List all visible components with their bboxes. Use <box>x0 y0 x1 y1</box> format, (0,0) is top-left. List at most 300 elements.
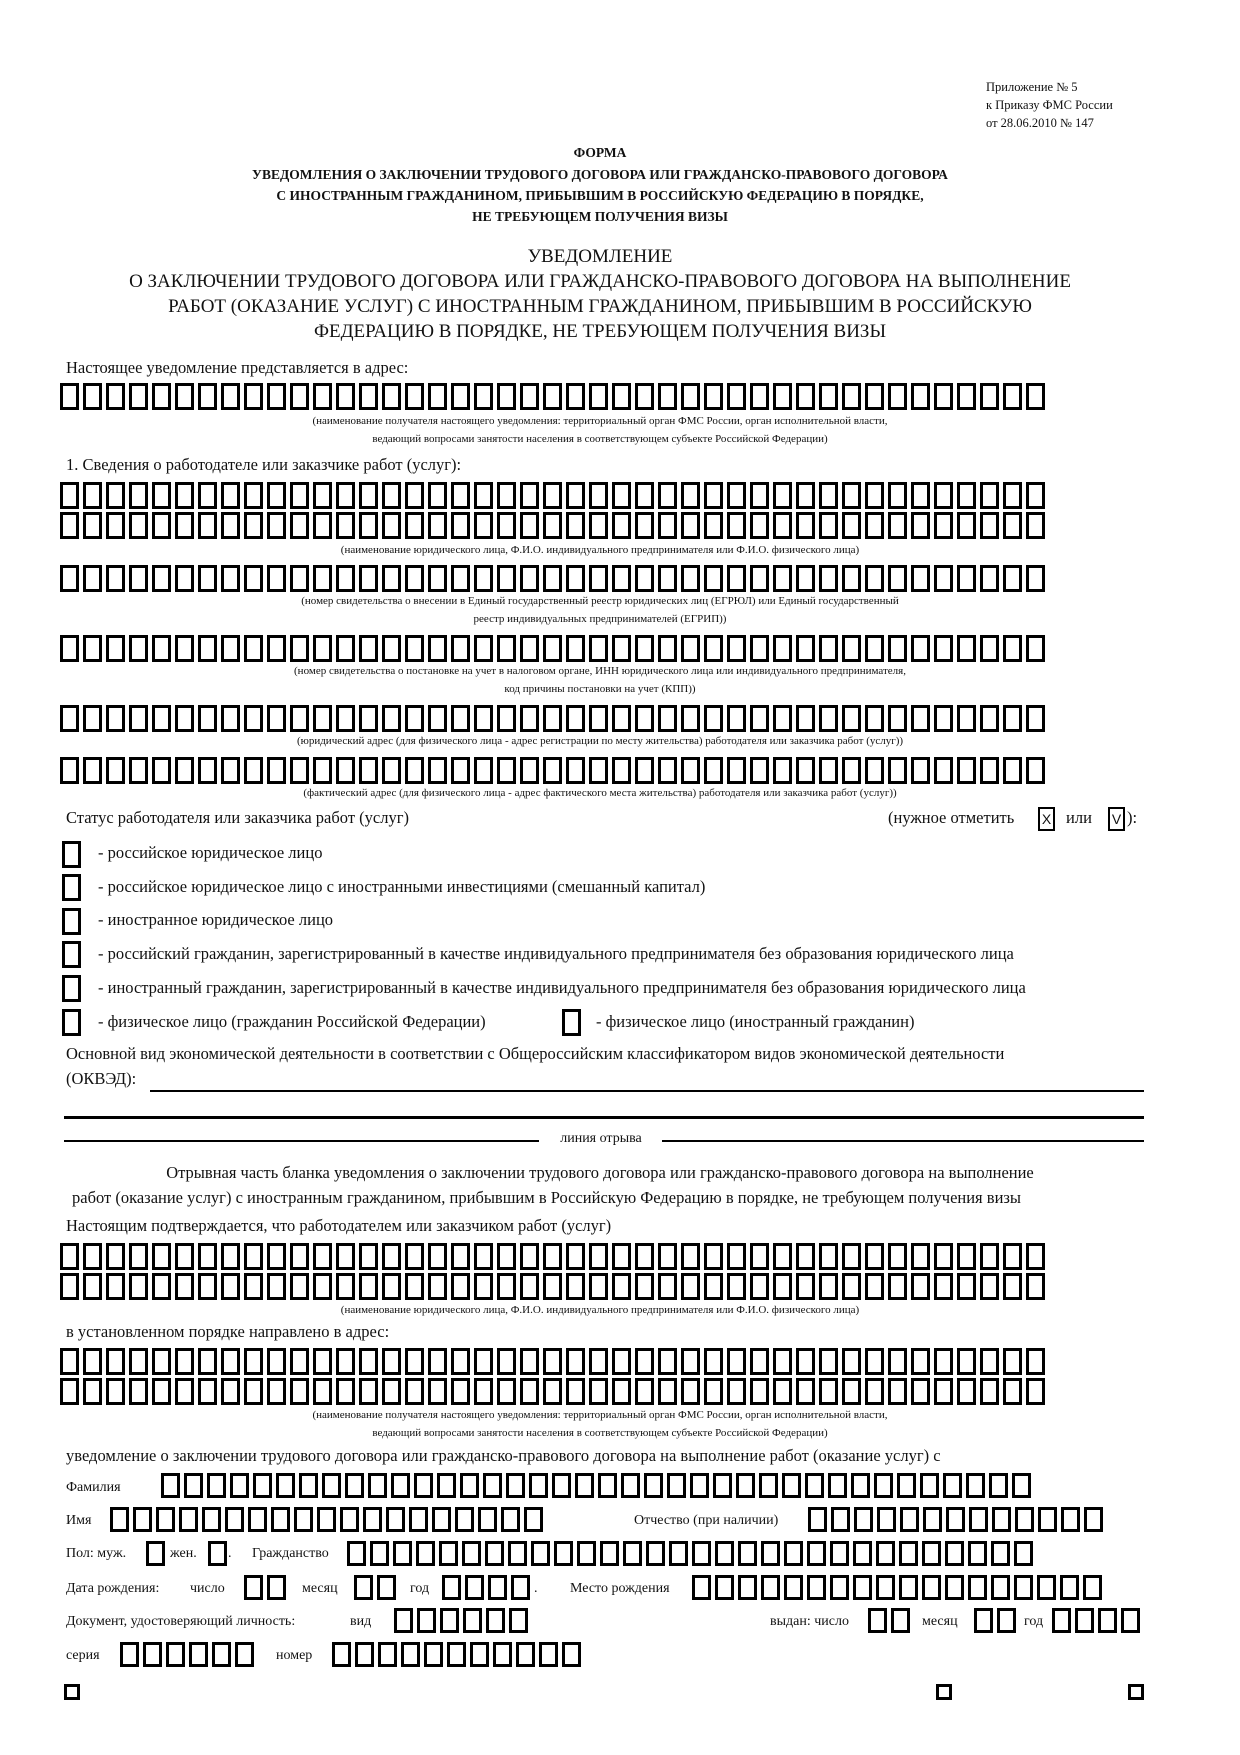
char-cell[interactable] <box>989 1473 1008 1498</box>
char-cell[interactable] <box>152 482 171 509</box>
char-cell[interactable] <box>451 705 470 732</box>
issued-day-grid[interactable] <box>868 1608 914 1633</box>
char-cell[interactable] <box>888 1273 907 1300</box>
char-cell[interactable] <box>543 1378 562 1405</box>
char-cell[interactable] <box>474 1243 493 1270</box>
char-cell[interactable] <box>267 1348 286 1375</box>
status-checkbox[interactable] <box>62 874 81 901</box>
char-cell[interactable] <box>497 512 516 539</box>
char-cell[interactable] <box>911 383 930 410</box>
char-cell[interactable] <box>60 482 79 509</box>
char-cell[interactable] <box>715 1575 734 1600</box>
char-cell[interactable] <box>432 1507 451 1532</box>
char-cell[interactable] <box>382 482 401 509</box>
char-cell[interactable] <box>129 1378 148 1405</box>
char-cell[interactable] <box>773 1348 792 1375</box>
char-cell[interactable] <box>189 1642 208 1667</box>
char-cell[interactable] <box>1003 1243 1022 1270</box>
char-cell[interactable] <box>658 757 677 784</box>
char-cell[interactable] <box>244 1273 263 1300</box>
char-cell[interactable] <box>974 1608 993 1633</box>
char-cell[interactable] <box>106 482 125 509</box>
char-cell[interactable] <box>635 635 654 662</box>
char-cell[interactable] <box>842 1348 861 1375</box>
char-cell[interactable] <box>681 1348 700 1375</box>
char-cell[interactable] <box>382 757 401 784</box>
char-cell[interactable] <box>808 1507 827 1532</box>
char-cell[interactable] <box>509 1608 528 1633</box>
char-cell[interactable] <box>244 635 263 662</box>
char-cell[interactable] <box>704 383 723 410</box>
char-cell[interactable] <box>244 383 263 410</box>
char-cell[interactable] <box>451 565 470 592</box>
char-cell[interactable] <box>612 635 631 662</box>
char-cell[interactable] <box>968 1541 987 1566</box>
char-cell[interactable] <box>474 635 493 662</box>
char-cell[interactable] <box>386 1507 405 1532</box>
char-cell[interactable] <box>566 705 585 732</box>
char-cell[interactable] <box>727 705 746 732</box>
char-cell[interactable] <box>106 635 125 662</box>
char-cell[interactable] <box>106 705 125 732</box>
char-cell[interactable] <box>152 635 171 662</box>
char-cell[interactable] <box>83 1378 102 1405</box>
char-cell[interactable] <box>152 565 171 592</box>
char-cell[interactable] <box>290 1378 309 1405</box>
char-cell[interactable] <box>868 1608 887 1633</box>
char-cell[interactable] <box>129 635 148 662</box>
char-cell[interactable] <box>773 383 792 410</box>
char-cell[interactable] <box>152 1273 171 1300</box>
char-cell[interactable] <box>874 1473 893 1498</box>
inn-kpp-grid[interactable] <box>60 635 1049 662</box>
char-cell[interactable] <box>1038 1507 1057 1532</box>
char-cell[interactable] <box>198 482 217 509</box>
char-cell[interactable] <box>796 383 815 410</box>
char-cell[interactable] <box>267 565 286 592</box>
char-cell[interactable] <box>198 383 217 410</box>
char-cell[interactable] <box>152 383 171 410</box>
char-cell[interactable] <box>876 1575 895 1600</box>
char-cell[interactable] <box>520 635 539 662</box>
char-cell[interactable] <box>946 1507 965 1532</box>
char-cell[interactable] <box>888 1348 907 1375</box>
char-cell[interactable] <box>658 705 677 732</box>
char-cell[interactable] <box>463 1608 482 1633</box>
char-cell[interactable] <box>819 1243 838 1270</box>
doc-type-grid[interactable] <box>394 1608 532 1633</box>
char-cell[interactable] <box>1075 1608 1094 1633</box>
char-cell[interactable] <box>175 482 194 509</box>
char-cell[interactable] <box>773 565 792 592</box>
char-cell[interactable] <box>842 1378 861 1405</box>
char-cell[interactable] <box>474 705 493 732</box>
char-cell[interactable] <box>359 1378 378 1405</box>
char-cell[interactable] <box>997 1608 1016 1633</box>
char-cell[interactable] <box>966 1473 985 1498</box>
char-cell[interactable] <box>842 705 861 732</box>
char-cell[interactable] <box>851 1473 870 1498</box>
char-cell[interactable] <box>566 1243 585 1270</box>
char-cell[interactable] <box>198 1348 217 1375</box>
char-cell[interactable] <box>773 482 792 509</box>
char-cell[interactable] <box>704 565 723 592</box>
char-cell[interactable] <box>336 635 355 662</box>
char-cell[interactable] <box>336 1348 355 1375</box>
char-cell[interactable] <box>658 512 677 539</box>
char-cell[interactable] <box>83 512 102 539</box>
char-cell[interactable] <box>543 565 562 592</box>
char-cell[interactable] <box>520 705 539 732</box>
char-cell[interactable] <box>980 1243 999 1270</box>
char-cell[interactable] <box>497 705 516 732</box>
char-cell[interactable] <box>451 1273 470 1300</box>
char-cell[interactable] <box>497 757 516 784</box>
char-cell[interactable] <box>391 1473 410 1498</box>
char-cell[interactable] <box>934 1243 953 1270</box>
char-cell[interactable] <box>470 1642 489 1667</box>
char-cell[interactable] <box>1026 1378 1045 1405</box>
char-cell[interactable] <box>290 1273 309 1300</box>
char-cell[interactable] <box>854 1507 873 1532</box>
char-cell[interactable] <box>198 1273 217 1300</box>
char-cell[interactable] <box>133 1507 152 1532</box>
employer-name-grid-2[interactable] <box>60 512 1049 539</box>
char-cell[interactable] <box>934 512 953 539</box>
char-cell[interactable] <box>428 757 447 784</box>
char-cell[interactable] <box>175 1378 194 1405</box>
char-cell[interactable] <box>888 383 907 410</box>
char-cell[interactable] <box>635 1243 654 1270</box>
egrul-number-grid[interactable] <box>60 565 1049 592</box>
char-cell[interactable] <box>60 1243 79 1270</box>
char-cell[interactable] <box>485 1541 504 1566</box>
char-cell[interactable] <box>543 383 562 410</box>
char-cell[interactable] <box>635 482 654 509</box>
char-cell[interactable] <box>405 1348 424 1375</box>
char-cell[interactable] <box>819 757 838 784</box>
char-cell[interactable] <box>566 1348 585 1375</box>
char-cell[interactable] <box>83 1348 102 1375</box>
char-cell[interactable] <box>865 635 884 662</box>
char-cell[interactable] <box>290 512 309 539</box>
char-cell[interactable] <box>212 1642 231 1667</box>
char-cell[interactable] <box>460 1473 479 1498</box>
char-cell[interactable] <box>313 1273 332 1300</box>
char-cell[interactable] <box>761 1541 780 1566</box>
char-cell[interactable] <box>934 482 953 509</box>
char-cell[interactable] <box>290 705 309 732</box>
char-cell[interactable] <box>313 482 332 509</box>
char-cell[interactable] <box>759 1473 778 1498</box>
char-cell[interactable] <box>175 1273 194 1300</box>
char-cell[interactable] <box>922 1541 941 1566</box>
char-cell[interactable] <box>488 1575 507 1600</box>
citizenship-grid[interactable] <box>347 1541 1037 1566</box>
char-cell[interactable] <box>888 512 907 539</box>
char-cell[interactable] <box>129 705 148 732</box>
char-cell[interactable] <box>202 1507 221 1532</box>
char-cell[interactable] <box>520 1273 539 1300</box>
char-cell[interactable] <box>244 482 263 509</box>
char-cell[interactable] <box>106 565 125 592</box>
char-cell[interactable] <box>290 383 309 410</box>
char-cell[interactable] <box>704 1273 723 1300</box>
char-cell[interactable] <box>83 635 102 662</box>
char-cell[interactable] <box>520 383 539 410</box>
surname-grid[interactable] <box>161 1473 1035 1498</box>
char-cell[interactable] <box>727 635 746 662</box>
char-cell[interactable] <box>865 1348 884 1375</box>
char-cell[interactable] <box>888 757 907 784</box>
char-cell[interactable] <box>612 1243 631 1270</box>
char-cell[interactable] <box>1083 1575 1102 1600</box>
char-cell[interactable] <box>1026 383 1045 410</box>
char-cell[interactable] <box>244 565 263 592</box>
birth-day-grid[interactable] <box>244 1575 290 1600</box>
char-cell[interactable] <box>669 1541 688 1566</box>
char-cell[interactable] <box>359 635 378 662</box>
char-cell[interactable] <box>543 482 562 509</box>
char-cell[interactable] <box>957 705 976 732</box>
char-cell[interactable] <box>175 705 194 732</box>
char-cell[interactable] <box>294 1507 313 1532</box>
char-cell[interactable] <box>842 482 861 509</box>
char-cell[interactable] <box>554 1541 573 1566</box>
char-cell[interactable] <box>865 1273 884 1300</box>
char-cell[interactable] <box>658 482 677 509</box>
char-cell[interactable] <box>451 1348 470 1375</box>
char-cell[interactable] <box>336 383 355 410</box>
char-cell[interactable] <box>796 705 815 732</box>
char-cell[interactable] <box>612 1348 631 1375</box>
char-cell[interactable] <box>575 1473 594 1498</box>
char-cell[interactable] <box>1003 1378 1022 1405</box>
char-cell[interactable] <box>612 383 631 410</box>
char-cell[interactable] <box>83 1243 102 1270</box>
char-cell[interactable] <box>690 1473 709 1498</box>
char-cell[interactable] <box>1014 1575 1033 1600</box>
char-cell[interactable] <box>842 565 861 592</box>
char-cell[interactable] <box>248 1507 267 1532</box>
char-cell[interactable] <box>184 1473 203 1498</box>
series-grid[interactable] <box>120 1642 258 1667</box>
char-cell[interactable] <box>198 1378 217 1405</box>
char-cell[interactable] <box>589 757 608 784</box>
char-cell[interactable] <box>750 1273 769 1300</box>
char-cell[interactable] <box>635 512 654 539</box>
char-cell[interactable] <box>727 1273 746 1300</box>
char-cell[interactable] <box>106 383 125 410</box>
char-cell[interactable] <box>336 705 355 732</box>
char-cell[interactable] <box>992 1507 1011 1532</box>
char-cell[interactable] <box>934 635 953 662</box>
char-cell[interactable] <box>853 1541 872 1566</box>
char-cell[interactable] <box>370 1541 389 1566</box>
char-cell[interactable] <box>520 1348 539 1375</box>
char-cell[interactable] <box>566 1273 585 1300</box>
char-cell[interactable] <box>317 1507 336 1532</box>
char-cell[interactable] <box>968 1575 987 1600</box>
char-cell[interactable] <box>524 1507 543 1532</box>
char-cell[interactable] <box>290 1348 309 1375</box>
char-cell[interactable] <box>957 383 976 410</box>
char-cell[interactable] <box>198 757 217 784</box>
char-cell[interactable] <box>152 1243 171 1270</box>
char-cell[interactable] <box>796 512 815 539</box>
char-cell[interactable] <box>681 565 700 592</box>
char-cell[interactable] <box>83 757 102 784</box>
char-cell[interactable] <box>161 1473 180 1498</box>
char-cell[interactable] <box>332 1642 351 1667</box>
char-cell[interactable] <box>552 1473 571 1498</box>
char-cell[interactable] <box>221 383 240 410</box>
char-cell[interactable] <box>1037 1575 1056 1600</box>
char-cell[interactable] <box>451 635 470 662</box>
char-cell[interactable] <box>877 1507 896 1532</box>
char-cell[interactable] <box>416 1541 435 1566</box>
char-cell[interactable] <box>267 482 286 509</box>
char-cell[interactable] <box>842 635 861 662</box>
char-cell[interactable] <box>175 635 194 662</box>
char-cell[interactable] <box>819 635 838 662</box>
char-cell[interactable] <box>1026 482 1045 509</box>
char-cell[interactable] <box>543 635 562 662</box>
char-cell[interactable] <box>336 1243 355 1270</box>
char-cell[interactable] <box>428 1273 447 1300</box>
char-cell[interactable] <box>405 1378 424 1405</box>
char-cell[interactable] <box>865 757 884 784</box>
char-cell[interactable] <box>635 565 654 592</box>
status-checkbox[interactable] <box>62 908 81 935</box>
char-cell[interactable] <box>796 1378 815 1405</box>
char-cell[interactable] <box>60 565 79 592</box>
status-checkbox[interactable] <box>62 1009 81 1036</box>
char-cell[interactable] <box>382 512 401 539</box>
char-cell[interactable] <box>221 512 240 539</box>
char-cell[interactable] <box>244 757 263 784</box>
char-cell[interactable] <box>428 635 447 662</box>
char-cell[interactable] <box>980 1273 999 1300</box>
char-cell[interactable] <box>497 1243 516 1270</box>
char-cell[interactable] <box>478 1507 497 1532</box>
char-cell[interactable] <box>313 705 332 732</box>
char-cell[interactable] <box>474 1348 493 1375</box>
char-cell[interactable] <box>750 383 769 410</box>
char-cell[interactable] <box>290 1243 309 1270</box>
char-cell[interactable] <box>129 1273 148 1300</box>
legal-address-grid[interactable] <box>60 705 1049 732</box>
char-cell[interactable] <box>543 512 562 539</box>
char-cell[interactable] <box>83 1273 102 1300</box>
char-cell[interactable] <box>957 565 976 592</box>
char-cell[interactable] <box>704 1243 723 1270</box>
char-cell[interactable] <box>704 757 723 784</box>
char-cell[interactable] <box>900 1507 919 1532</box>
char-cell[interactable] <box>600 1541 619 1566</box>
char-cell[interactable] <box>221 635 240 662</box>
char-cell[interactable] <box>923 1507 942 1532</box>
char-cell[interactable] <box>658 1348 677 1375</box>
char-cell[interactable] <box>60 1273 79 1300</box>
char-cell[interactable] <box>911 565 930 592</box>
char-cell[interactable] <box>1012 1473 1031 1498</box>
char-cell[interactable] <box>497 1348 516 1375</box>
char-cell[interactable] <box>831 1507 850 1532</box>
char-cell[interactable] <box>980 1348 999 1375</box>
char-cell[interactable] <box>271 1507 290 1532</box>
char-cell[interactable] <box>704 705 723 732</box>
char-cell[interactable] <box>359 1348 378 1375</box>
char-cell[interactable] <box>911 1273 930 1300</box>
char-cell[interactable] <box>299 1473 318 1498</box>
okved-input-line-2[interactable] <box>64 1116 1144 1119</box>
char-cell[interactable] <box>842 1243 861 1270</box>
char-cell[interactable] <box>1121 1608 1140 1633</box>
char-cell[interactable] <box>612 482 631 509</box>
char-cell[interactable] <box>577 1541 596 1566</box>
char-cell[interactable] <box>336 482 355 509</box>
char-cell[interactable] <box>198 512 217 539</box>
char-cell[interactable] <box>451 512 470 539</box>
char-cell[interactable] <box>221 1348 240 1375</box>
char-cell[interactable] <box>267 635 286 662</box>
char-cell[interactable] <box>727 1348 746 1375</box>
char-cell[interactable] <box>911 635 930 662</box>
char-cell[interactable] <box>175 1348 194 1375</box>
char-cell[interactable] <box>336 1378 355 1405</box>
char-cell[interactable] <box>969 1507 988 1532</box>
char-cell[interactable] <box>520 512 539 539</box>
char-cell[interactable] <box>888 1378 907 1405</box>
char-cell[interactable] <box>612 1273 631 1300</box>
char-cell[interactable] <box>713 1473 732 1498</box>
char-cell[interactable] <box>819 565 838 592</box>
tear-employer-grid-1[interactable] <box>60 1243 1049 1270</box>
char-cell[interactable] <box>1060 1575 1079 1600</box>
char-cell[interactable] <box>520 565 539 592</box>
char-cell[interactable] <box>313 1348 332 1375</box>
char-cell[interactable] <box>520 757 539 784</box>
name-grid[interactable] <box>110 1507 547 1532</box>
char-cell[interactable] <box>796 565 815 592</box>
char-cell[interactable] <box>428 565 447 592</box>
char-cell[interactable] <box>692 1575 711 1600</box>
char-cell[interactable] <box>980 383 999 410</box>
char-cell[interactable] <box>1026 1348 1045 1375</box>
char-cell[interactable] <box>175 1243 194 1270</box>
char-cell[interactable] <box>414 1473 433 1498</box>
char-cell[interactable] <box>129 482 148 509</box>
char-cell[interactable] <box>313 383 332 410</box>
char-cell[interactable] <box>736 1473 755 1498</box>
char-cell[interactable] <box>589 512 608 539</box>
char-cell[interactable] <box>106 1378 125 1405</box>
char-cell[interactable] <box>129 757 148 784</box>
char-cell[interactable] <box>911 757 930 784</box>
char-cell[interactable] <box>198 705 217 732</box>
char-cell[interactable] <box>897 1473 916 1498</box>
char-cell[interactable] <box>267 1378 286 1405</box>
char-cell[interactable] <box>313 512 332 539</box>
char-cell[interactable] <box>635 1273 654 1300</box>
char-cell[interactable] <box>382 383 401 410</box>
char-cell[interactable] <box>934 1273 953 1300</box>
char-cell[interactable] <box>750 757 769 784</box>
char-cell[interactable] <box>424 1642 443 1667</box>
issued-month-grid[interactable] <box>974 1608 1020 1633</box>
char-cell[interactable] <box>110 1507 129 1532</box>
